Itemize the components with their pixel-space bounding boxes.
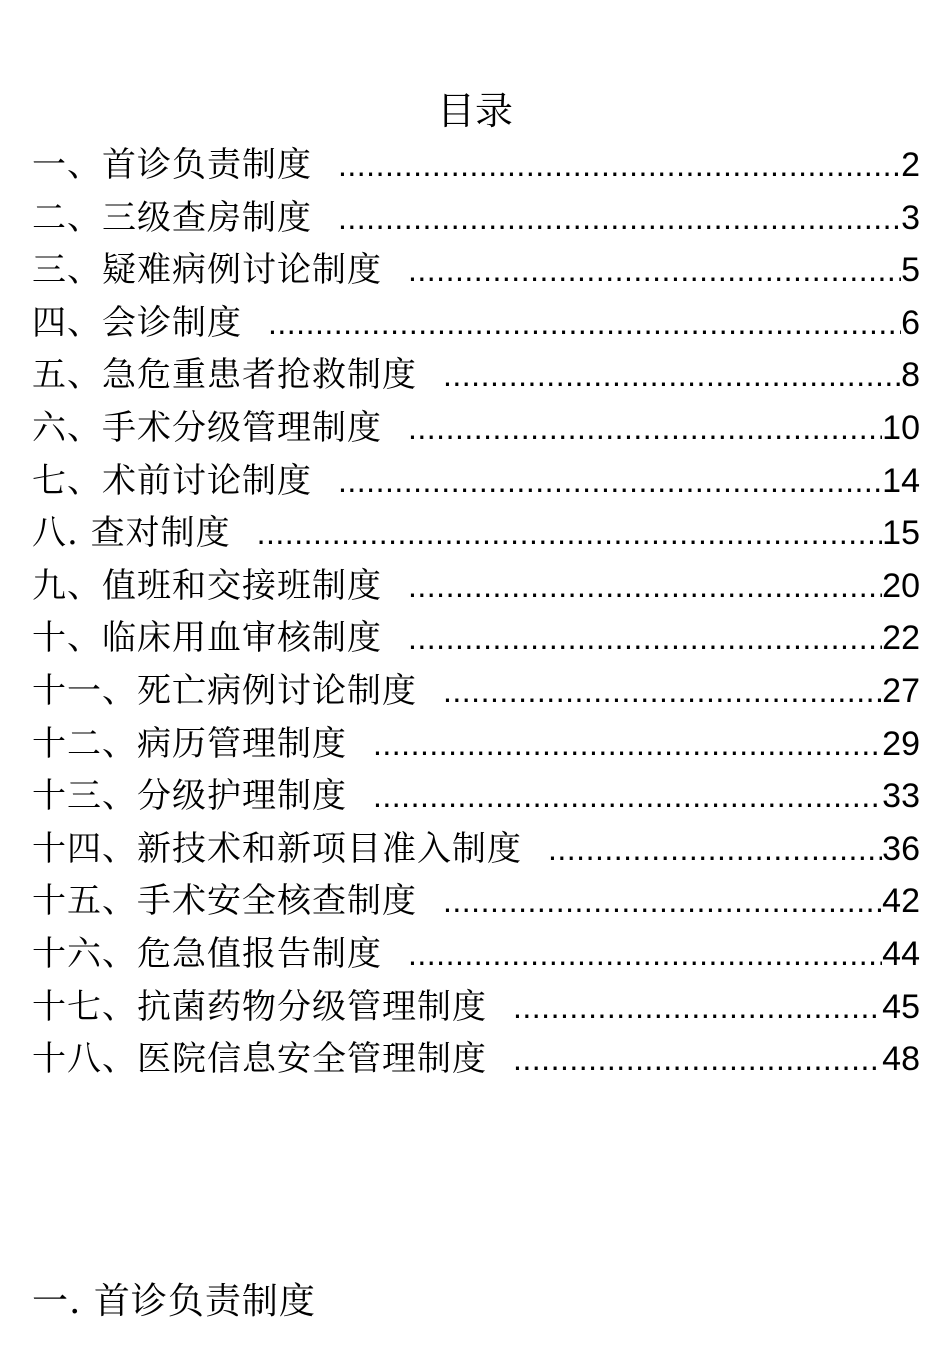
toc-entry-page: 20 <box>882 566 920 605</box>
toc-entry[interactable] <box>32 612 920 665</box>
toc-entry-page: 5 <box>901 251 920 290</box>
toc-entry[interactable] <box>32 665 920 718</box>
toc-entry[interactable] <box>32 507 920 560</box>
toc-entry-label: 十四、新技术和新项目准入制度 <box>32 828 522 869</box>
toc-entry-page: 10 <box>882 408 920 447</box>
toc-dot-leader <box>443 349 901 402</box>
toc-entry-label: 十五、手术安全核查制度 <box>32 881 417 922</box>
toc-entry[interactable] <box>32 139 920 192</box>
toc-entry-label: 十、临床用血审核制度 <box>32 618 382 659</box>
toc-dot-leader <box>408 928 882 981</box>
toc-entry-page: 22 <box>882 619 920 658</box>
toc-entry[interactable] <box>32 455 920 508</box>
toc-entry-page: 44 <box>882 934 920 973</box>
toc-entry-page: 2 <box>901 146 920 184</box>
toc-dot-leader <box>268 297 901 350</box>
toc-entry[interactable] <box>32 192 920 245</box>
toc-entry[interactable] <box>32 928 920 981</box>
toc-entry[interactable] <box>32 823 920 876</box>
toc-entry[interactable] <box>32 875 920 928</box>
toc-dot-leader <box>408 560 882 613</box>
toc-entry-page: 27 <box>882 671 920 710</box>
toc-entry-label: 一、首诊负责制度 <box>32 145 312 185</box>
toc-entry-page: 36 <box>882 829 920 868</box>
toc-entry-label: 八. 查对制度 <box>32 513 231 554</box>
toc-entry-page: 15 <box>882 514 920 553</box>
toc-entry-label: 二、三级查房制度 <box>32 197 312 238</box>
toc-dot-leader <box>257 507 883 560</box>
toc-dot-leader <box>338 455 882 508</box>
toc-entry-label: 十六、危急值报告制度 <box>32 933 382 974</box>
toc-entry-label: 四、会诊制度 <box>32 302 242 343</box>
toc-entry-page: 42 <box>882 882 920 921</box>
toc-dot-leader <box>443 875 882 928</box>
toc-dot-leader <box>513 1033 882 1086</box>
toc-dot-leader <box>338 139 901 192</box>
toc-entry[interactable] <box>32 560 920 613</box>
toc-title: 目录 <box>436 89 513 133</box>
toc-entry[interactable] <box>32 981 920 1034</box>
toc-dot-leader <box>338 192 901 245</box>
toc-dot-leader <box>373 770 882 823</box>
toc-entry-label: 七、术前讨论制度 <box>32 460 312 501</box>
toc-entry[interactable] <box>32 402 920 455</box>
toc-dot-leader <box>408 402 882 455</box>
toc-entry-label: 三、疑难病例讨论制度 <box>32 250 382 291</box>
toc-entry[interactable] <box>32 349 920 402</box>
toc-entry-label: 六、手术分级管理制度 <box>32 407 382 448</box>
toc-entry-label: 十二、病历管理制度 <box>32 723 347 764</box>
toc-dot-leader <box>548 823 882 876</box>
toc-entry-page: 33 <box>882 777 920 816</box>
toc-entry[interactable] <box>32 1033 920 1086</box>
toc-entry-page: 48 <box>882 1040 920 1079</box>
toc-entry-label: 十三、分级护理制度 <box>32 776 347 817</box>
toc-entry-page: 8 <box>901 356 920 395</box>
toc-list <box>32 139 920 1086</box>
toc-entry-label: 十一、死亡病例讨论制度 <box>32 670 417 711</box>
toc-entry-label: 九、值班和交接班制度 <box>32 565 382 606</box>
section-heading: 一. 首诊负责制度 <box>32 1281 316 1322</box>
toc-entry-page: 29 <box>882 724 920 763</box>
toc-entry[interactable] <box>32 297 920 350</box>
toc-entry-page: 45 <box>882 987 920 1026</box>
toc-entry-page: 14 <box>882 461 920 500</box>
toc-entry-label: 十七、抗菌药物分级管理制度 <box>32 986 487 1027</box>
toc-entry[interactable] <box>32 244 920 297</box>
toc-dot-leader <box>513 981 882 1034</box>
toc-dot-leader <box>373 718 882 771</box>
toc-entry-label: 五、急危重患者抢救制度 <box>32 355 417 396</box>
toc-dot-leader <box>408 612 882 665</box>
toc-dot-leader <box>408 244 901 297</box>
toc-entry-page: 3 <box>901 198 920 237</box>
toc-entry-label: 十八、医院信息安全管理制度 <box>32 1039 487 1080</box>
toc-entry[interactable] <box>32 770 920 823</box>
toc-entry-page: 6 <box>901 303 920 342</box>
toc-entry[interactable] <box>32 718 920 771</box>
toc-dot-leader <box>443 665 882 718</box>
